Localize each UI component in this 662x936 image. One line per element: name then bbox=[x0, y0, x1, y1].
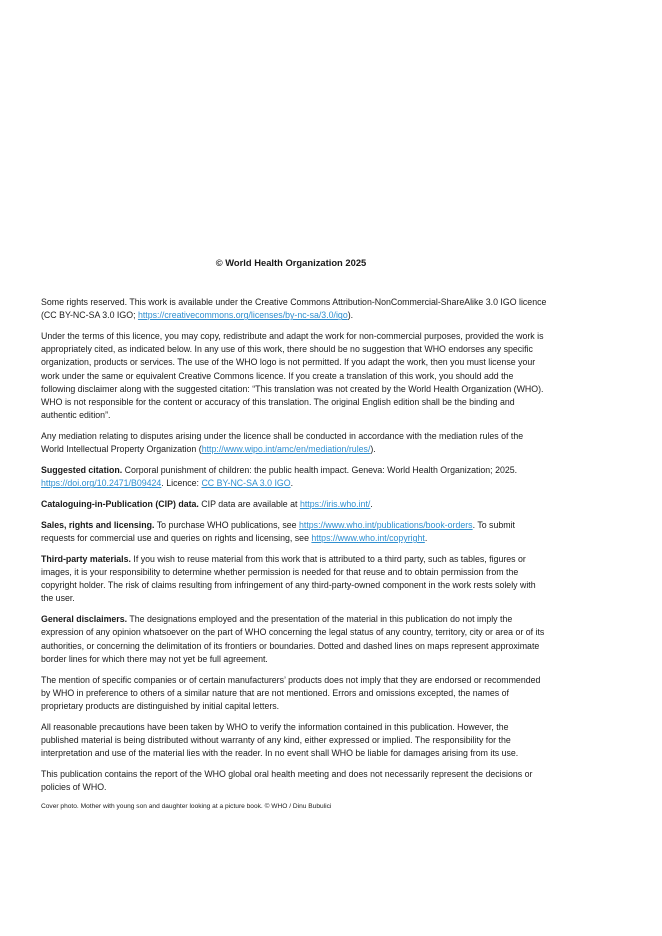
copyright-heading: © World Health Organization 2025 bbox=[215, 257, 367, 268]
rights-paragraph bbox=[41, 296, 547, 322]
doi-link[interactable]: https://doi.org/10.2471/B09424 bbox=[41, 478, 162, 489]
sales-label: Sales, rights and licensing. bbox=[41, 519, 155, 530]
companies-paragraph: The mention of specific companies or of certain manufacturers’ products does not imply that they are endorsed or recommended by WHO in preference to others of a similar nature that are not mentioned. Errors and omissions excepted, the names of proprietary products are distinguished by initial capital letters. bbox=[41, 674, 541, 712]
precautions-paragraph: All reasonable precautions have been taken by WHO to verify the information contained in this publication. However, the published material is being distributed without warranty of any kind, either expressed or implied. The responsibility for the interpretation and use of the material lies with the reader. In no event shall WHO be liable for damages arising from its use. bbox=[41, 721, 519, 759]
copyright-link[interactable]: https://www.who.int/copyright bbox=[311, 533, 425, 544]
mediation-text-end: ). bbox=[370, 444, 376, 455]
citation-licence-text: . Licence: bbox=[161, 478, 202, 489]
citation-text: Corporal punishment of children: the public health impact. Geneva: World Health Organization; 2025. bbox=[122, 465, 518, 476]
report-paragraph: This publication contains the report of the WHO global oral health meeting and does not necessarily represent the decisions or policies of WHO. bbox=[41, 769, 533, 793]
citation-label: Suggested citation. bbox=[41, 465, 123, 476]
terms-paragraph: Under the terms of this licence, you may copy, redistribute and adapt the work for non-commercial purposes, provided the work is appropriately cited, as indicated below. In any use of this work, there should be no suggestion that WHO endorses any specific organization, products or services. The use of the WHO logo is not permitted. If you adapt the work, then you must license your work under the same or equivalent Creative Commons licence. If you create a translation of this work, you should add the following disclaimer along with the suggested citation: “This translation was not created by the World Health Organization (WHO). WHO is not responsible for the content or accuracy of this translation. The original English edition shall be the binding and authentic edition”. bbox=[41, 331, 544, 421]
sales-text-end: . bbox=[424, 533, 428, 544]
cip-text-end: . bbox=[370, 499, 373, 510]
sales-text-2: . To submit requests for commercial use and queries on rights and licensing, see bbox=[41, 519, 515, 544]
licence-link[interactable]: CC BY-NC-SA 3.0 IGO bbox=[201, 478, 291, 489]
sales-paragraph bbox=[41, 519, 547, 545]
iris-link[interactable]: https://iris.who.int/ bbox=[299, 499, 371, 510]
mediation-paragraph bbox=[41, 430, 547, 456]
sales-text: To purchase WHO publications, see bbox=[154, 519, 299, 530]
disclaimers-paragraph bbox=[41, 613, 547, 666]
cip-paragraph bbox=[41, 498, 547, 511]
rights-text-end: ). bbox=[347, 310, 354, 321]
cip-label: Cataloguing-in-Publication (CIP) data. bbox=[41, 499, 199, 510]
disclaimers-label: General disclaimers. bbox=[41, 614, 128, 625]
mediation-text: Any mediation relating to disputes arising under the licence shall be conducted in accordance with the mediation rules of the World Intellectual Property Organization ( bbox=[41, 431, 524, 455]
citation-text-end: . bbox=[290, 478, 294, 489]
third-party-paragraph bbox=[41, 553, 547, 606]
citation-paragraph bbox=[41, 464, 547, 490]
wipo-link[interactable]: http://www.wipo.int/amc/en/mediation/rules/ bbox=[201, 444, 371, 455]
disclaimers-text: The designations employed and the presentation of the material in this publication do not imply the expression of any opinion whatsoever on the part of WHO concerning the legal status of any country, territory, city or area or of its authorities, or concerning the delimitation of its frontiers or boundaries. Dotted and dashed lines on maps represent approximate border lines for which there may not yet be full agreement. bbox=[41, 614, 545, 664]
cip-text: CIP data are available at bbox=[198, 499, 300, 510]
cc-licence-link[interactable]: https://creativecommons.org/licenses/by-nc-sa/3.0/igo bbox=[137, 310, 348, 321]
book-orders-link[interactable]: https://www.who.int/publications/book-orders bbox=[299, 519, 473, 530]
rights-text: Some rights reserved. This work is available under the Creative Commons Attribution-NonCommercial-ShareAlike 3.0 IGO licence (CC BY-NC-SA 3.0 IGO; bbox=[41, 297, 547, 321]
legal-body bbox=[41, 296, 547, 811]
third-party-label: Third-party materials. bbox=[41, 553, 131, 564]
third-party-text: If you wish to reuse material from this work that is attributed to a third party, such as tables, figures or images, it is your responsibility to determine whether permission is needed for that reuse and to obtain permission from the copyright holder. The risk of claims resulting from infringement of any third-party-owned component in the work rests solely with the user. bbox=[41, 553, 536, 604]
cover-photo-credit: Cover photo. Mother with young son and daughter looking at a picture book. © WHO / Dinu Bubulici bbox=[41, 803, 332, 811]
